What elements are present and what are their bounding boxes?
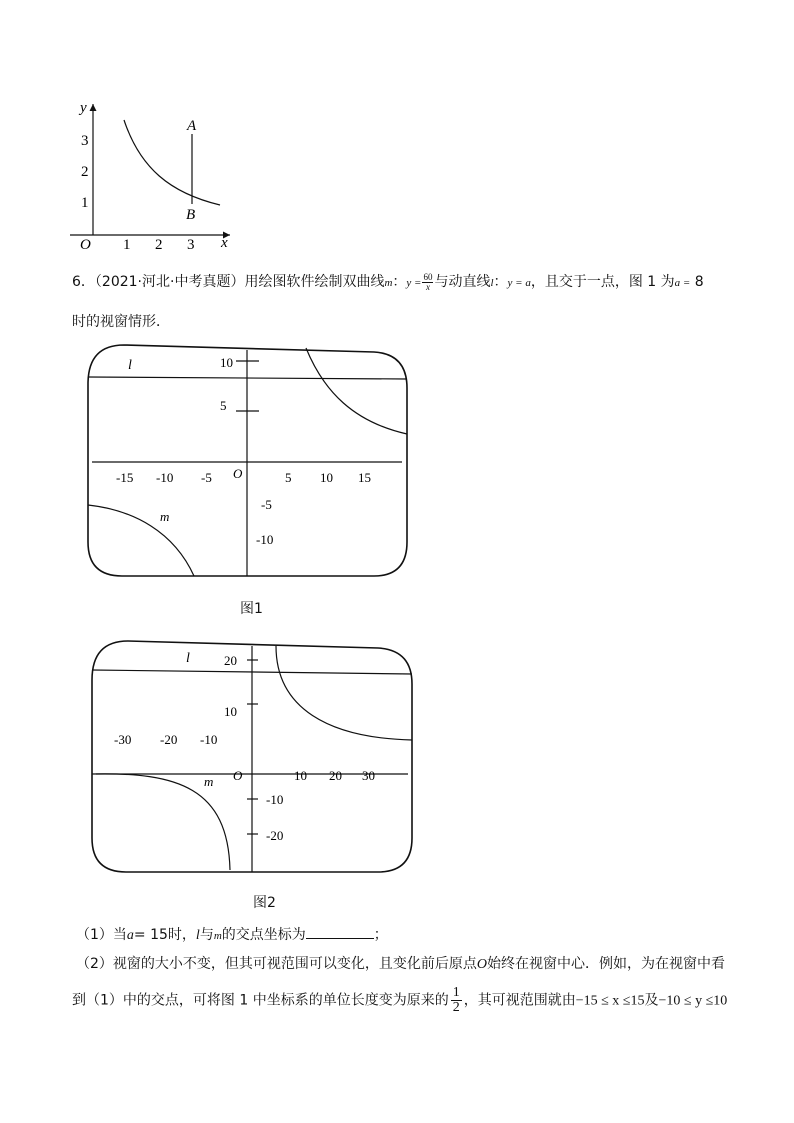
var-m: m	[384, 277, 393, 289]
fraction-numerator: 60	[423, 271, 433, 282]
x-tick-30: 30	[362, 768, 375, 783]
part-2-text-1: （2）视窗的大小不变，但其可视范围可以变化，且变化前后原点	[76, 956, 477, 972]
y-tick-10: 10	[220, 355, 233, 370]
y-tick-3: 3	[81, 133, 89, 149]
fraction-denominator: 2	[452, 1000, 460, 1015]
part-2-text-4: ，其可视范围就由	[463, 992, 576, 1009]
part-2-line1	[76, 954, 725, 975]
fraction-one-half	[451, 986, 462, 1015]
question-6-line1	[72, 272, 704, 293]
fraction-60-over-x	[422, 273, 433, 292]
part-2-line2	[72, 986, 727, 1015]
x-tick-neg30: -30	[114, 732, 132, 747]
small-graph	[60, 98, 240, 258]
hyperbola-curve	[124, 120, 220, 205]
eq-y: y =	[406, 277, 422, 289]
curve-m-label: m	[204, 774, 214, 789]
y-tick-1: 1	[81, 195, 89, 211]
x-axis-label: x	[221, 235, 228, 251]
question-text-1: 用绘图软件绘制双曲线	[244, 274, 385, 290]
y-tick-20: 20	[224, 653, 237, 668]
y-axis-label: y	[80, 100, 87, 116]
point-a-label: A	[187, 118, 197, 134]
colon-2: ：	[493, 274, 508, 290]
eq-a: a =	[674, 277, 691, 289]
var-o: O	[476, 957, 488, 972]
y-tick-2: 2	[81, 164, 89, 180]
y-tick-neg20: -20	[266, 828, 284, 843]
fraction-denominator: x	[425, 281, 430, 292]
x-tick-neg10: -10	[156, 470, 174, 485]
y-tick-5: 5	[220, 398, 227, 413]
x-tick-5: 5	[285, 470, 292, 485]
figure-1	[84, 342, 414, 580]
part-2-text-2: 始终在视窗中心．例如，为在视窗中看	[487, 956, 726, 972]
figure-2	[88, 638, 418, 878]
y-tick-neg5: -5	[261, 497, 272, 512]
part-1-text-2: 与	[199, 927, 214, 943]
curve-m-label: m	[160, 509, 170, 524]
part-2-text-3: 到（1）中的交点，可将图 1 中坐标系的单位长度变为原来的	[72, 992, 449, 1009]
x-tick-neg15: -15	[116, 470, 134, 485]
fraction-numerator: 1	[452, 985, 460, 1000]
var-l: l	[490, 277, 494, 289]
part-1-text-1: 时，	[167, 927, 196, 943]
eq-line: y = a	[507, 277, 531, 289]
x-tick-3: 3	[187, 237, 195, 253]
x-tick-neg10: -10	[200, 732, 218, 747]
figure-1-caption: 图1	[240, 601, 263, 617]
part-1-end: ；	[373, 927, 388, 943]
y-tick-neg10: -10	[266, 792, 284, 807]
hyperbola-branch-1	[276, 646, 412, 740]
a-value: 8	[694, 274, 704, 290]
range-y: −10 ≤ y ≤10	[658, 993, 728, 1009]
origin-label: O	[80, 237, 91, 253]
question-source: （2021·河北·中考真题）	[94, 274, 245, 290]
part-1	[76, 924, 388, 946]
origin-label: O	[233, 768, 243, 783]
hyperbola-branch-3	[88, 505, 194, 576]
figure-2-caption: 图2	[253, 895, 276, 911]
x-tick-10: 10	[294, 768, 307, 783]
part-1-label: （1）当	[76, 927, 127, 943]
line-l-label: l	[128, 358, 132, 373]
hyperbola-branch-1	[306, 348, 407, 434]
answer-blank[interactable]	[306, 924, 374, 939]
var-l: l	[195, 928, 200, 943]
y-tick-neg10: -10	[256, 532, 274, 547]
x-tick-1: 1	[123, 237, 131, 253]
range-x: −15 ≤ x ≤15	[575, 993, 645, 1009]
question-text-2: 与动直线	[434, 274, 491, 290]
var-a: a	[126, 928, 134, 943]
question-6-line2	[72, 312, 170, 332]
colon-1: ：	[392, 274, 407, 290]
origin-label: O	[233, 466, 243, 481]
part-2-and: 及	[644, 992, 659, 1009]
x-tick-20: 20	[329, 768, 342, 783]
part-1-text-3: 的交点坐标为	[221, 927, 306, 943]
x-tick-2: 2	[155, 237, 163, 253]
x-tick-10: 10	[320, 470, 333, 485]
question-text-4: 时的视窗情形．	[72, 314, 170, 330]
x-tick-15: 15	[358, 470, 371, 485]
eq-15: = 15	[133, 927, 168, 943]
x-tick-neg20: -20	[160, 732, 178, 747]
var-m: m	[213, 930, 222, 942]
question-number: 6．	[72, 274, 95, 290]
question-text-3: ，且交于一点，图 1 为	[530, 274, 675, 290]
point-b-label: B	[186, 207, 196, 223]
y-tick-10: 10	[224, 704, 237, 719]
line-l-label: l	[186, 651, 190, 666]
x-tick-neg5: -5	[201, 470, 212, 485]
